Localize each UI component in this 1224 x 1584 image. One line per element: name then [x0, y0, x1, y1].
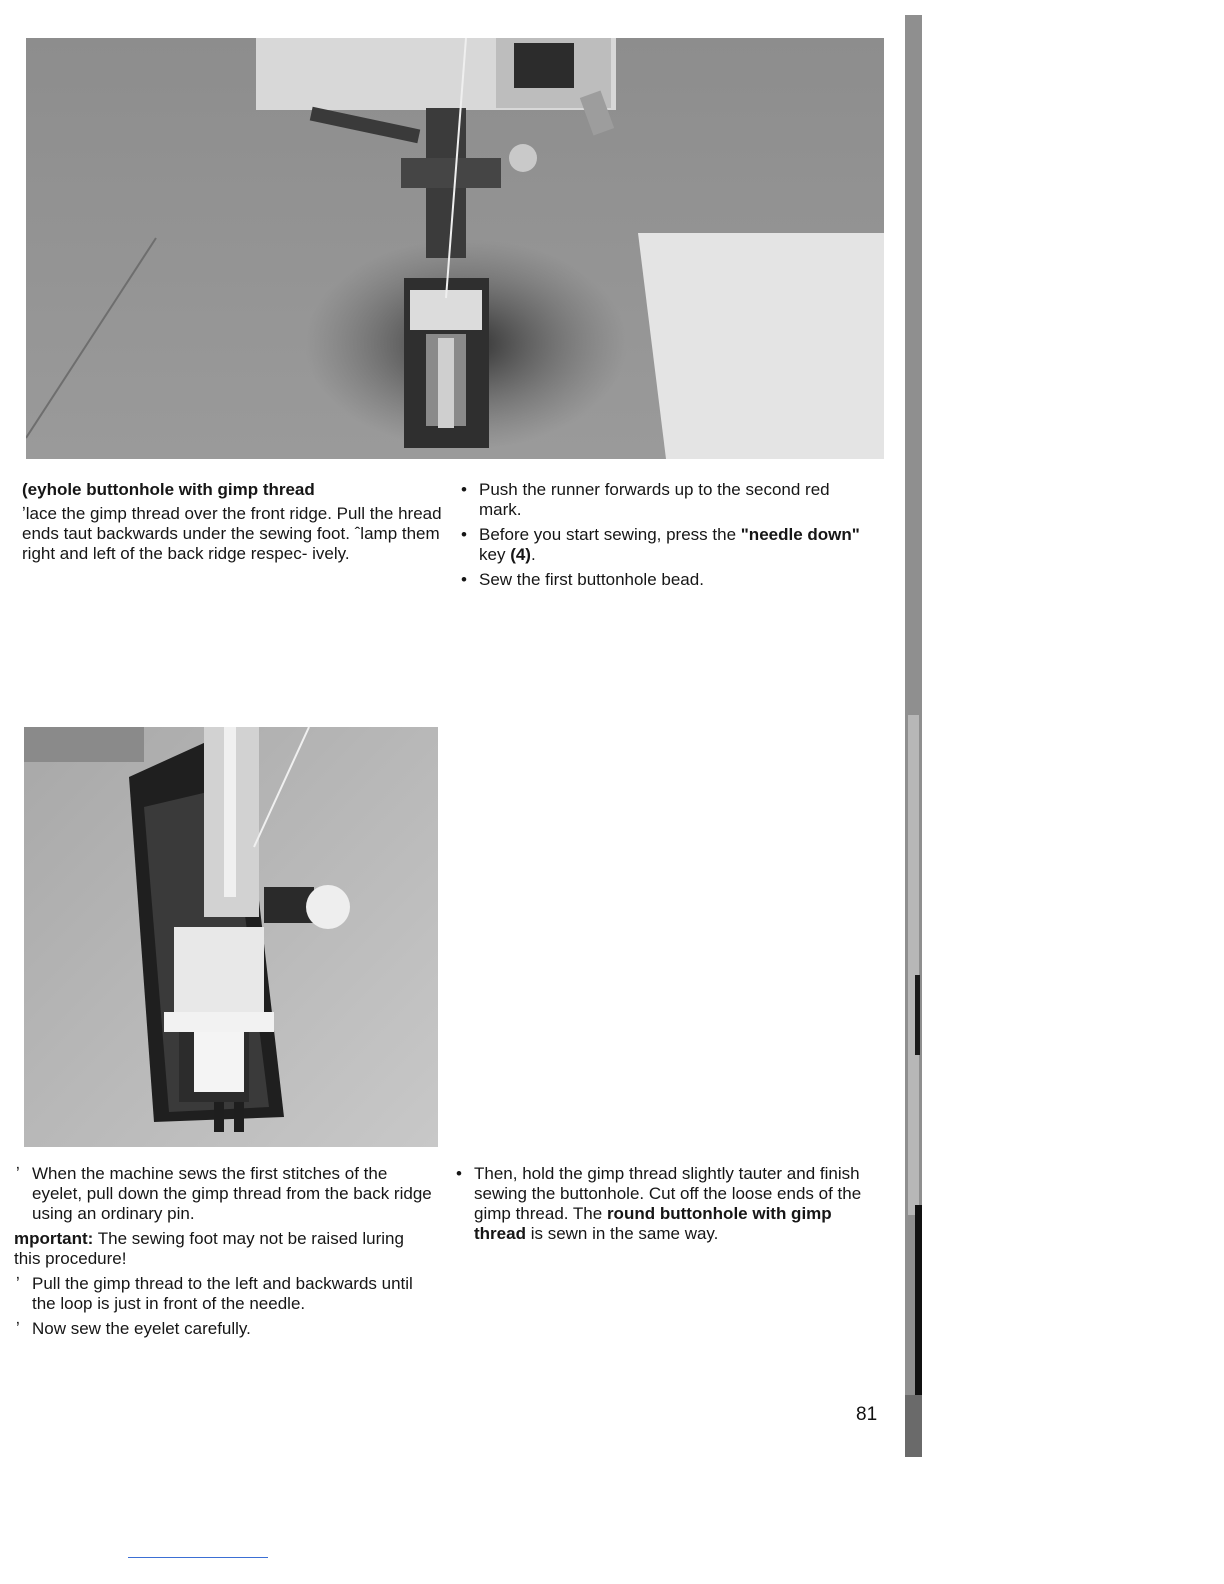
bullet-first-stitches: ʼ When the machine sews the first stitches of the eyelet, pull down the gimp thread from the back ridge using an ordinary pin.	[14, 1164, 434, 1224]
bullet-pull-thread: ʼ Pull the gimp thread to the left and backwards until the loop is just in front of the needle.	[14, 1274, 434, 1314]
bullet-push-runner: • Push the runner forwards up to the second red mark.	[461, 480, 871, 520]
page-number: 81	[856, 1404, 878, 1425]
important-note: mportant: The sewing foot may not be raised luring this procedure!	[14, 1229, 404, 1268]
bottom-photo	[24, 727, 438, 1147]
intro-paragraph: ʼlace the gimp thread over the front ridge. Pull the hread ends taut backwards under the sewing foot. ˆlamp them right and left of the back ridge respec- ively.	[22, 504, 442, 563]
bullet-finish-buttonhole: • Then, hold the gimp thread slightly tauter and finish sewing the buttonhole. Cut off the loose ends of the gimp thread. The round buttonhole with gimp thread is sewn in the same way.	[456, 1164, 874, 1244]
top-photo	[26, 38, 884, 459]
page-edge-strip	[905, 15, 922, 1457]
bottom-right-text	[456, 1164, 874, 1249]
bullet-sew-eyelet: ʼ Now sew the eyelet carefully.	[14, 1319, 434, 1339]
bottom-left-text	[14, 1164, 434, 1344]
bullet-sew-bead: • Sew the first buttonhole bead.	[461, 570, 871, 590]
bottom-rule-line	[128, 1557, 268, 1558]
top-right-text	[461, 480, 871, 595]
bullet-needle-down: • Before you start sewing, press the "needle down" key (4).	[461, 525, 871, 565]
top-left-text	[22, 480, 442, 564]
section-heading: (eyhole buttonhole with gimp thread	[22, 480, 315, 499]
